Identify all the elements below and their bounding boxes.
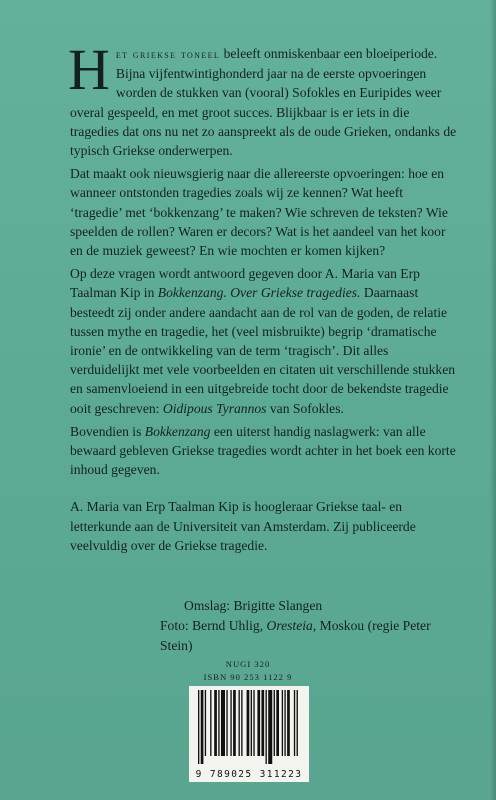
content-text-b: Daarnaast besteedt zij onder andere aandacht aan de rol van de goden, de relatie tussen mythe en tragedie, het (veel misbruikte) begrip ‘dramatische ironie’ en de ontwikkeling van de term ‘tragisch’. Dit alles verduidelijkt met vele voorbeelden en citaten uit verschillende stukken en samenvloeiend in een uitgebreide tocht door de bekendste tragedie ooit geschreven: — [70, 285, 456, 416]
barcode-bar — [261, 690, 264, 756]
photo-credit-a: Foto: Bernd Uhlig, — [160, 618, 267, 633]
credits — [160, 596, 460, 656]
isbn-code: ISBN 90 253 1122 9 — [203, 672, 293, 682]
barcode-bar — [214, 690, 217, 756]
barcode-bar — [266, 690, 267, 764]
content-text-c: van Sofokles. — [266, 400, 344, 416]
barcode-bar — [253, 690, 254, 756]
barcode-bar — [268, 690, 272, 764]
drop-cap: H — [68, 37, 110, 102]
photo-credit-b: , Moskou (regie Peter Stein) — [160, 618, 431, 653]
nugi-code: NUGI 320 — [225, 659, 271, 669]
photo-credit — [160, 616, 460, 656]
reference-text-b: een uiterst handig naslagwerk: van alle bewaard gebleven Griekse tragedies wordt achter in het boek een korte inhoud gegeven. — [70, 423, 456, 478]
barcode-bar — [297, 690, 298, 756]
barcode-bar — [233, 690, 236, 756]
barcode-bar — [221, 690, 225, 756]
barcode-bar — [274, 690, 275, 756]
barcode-bar — [239, 690, 240, 756]
book-title: Bokkenzang. Over Griekse tragedies. — [157, 285, 361, 301]
paragraph-content — [70, 264, 458, 418]
paragraph-intro-text: beleeft onmiskenbaar een bloeiperiode. Bijna vijfentwintighonderd jaar na de eerste opvoeringen worden de stukken van (vooral) Sofokles en Euripides weer overal gespeeld, en met groot succes. Blijkbaar is er iets in die tragedies dat ons nu net zo aanspreekt als de oude Grieken, ondanks de typisch Griekse onderwerpen. — [70, 46, 457, 159]
barcode-bar — [210, 690, 211, 756]
barcode — [189, 686, 309, 782]
barcode-bar — [205, 690, 206, 756]
paragraph-reference — [70, 422, 458, 480]
blurb-text — [68, 37, 458, 559]
reference-text-a: Bovendien is — [70, 423, 145, 439]
barcode-bar — [226, 690, 227, 756]
barcode-bar — [247, 690, 250, 756]
barcode-digits: 9 789025 311223 — [195, 769, 303, 780]
barcode-bar — [257, 690, 260, 756]
cover-credit: Omslag: Brigitte Slangen — [184, 598, 323, 613]
barcode-bar — [201, 690, 204, 764]
barcode-bar — [241, 690, 242, 756]
content-text-a: Op deze vragen wordt antwoord gegeven door A. Maria van Erp Taalman Kip in — [70, 266, 420, 301]
barcode-bar — [230, 690, 231, 756]
barcode-bar — [218, 690, 219, 756]
barcode-bar — [282, 690, 283, 756]
book-title-short: Bokkenzang — [144, 423, 211, 439]
barcode-bar — [284, 690, 285, 756]
paragraph-intro — [68, 37, 458, 160]
barcode-bar — [287, 690, 290, 756]
paragraph-spacer — [70, 483, 458, 497]
barcode-bar — [276, 690, 279, 756]
barcode-bars — [194, 690, 304, 766]
author-bio: A. Maria van Erp Taalman Kip is hoogleraar Griekse taal- en letterkunde aan de Universiteit van Amsterdam. Zij publiceerde veelvuldig over de Griekse tragedie. — [70, 499, 416, 553]
barcode-bar — [294, 690, 295, 756]
paragraph-questions: Dat maakt ook nieuwsgierig naar die allereerste opvoeringen: hoe en wanneer ontstonden tragedies zoals wij ze kennen? Wat heeft ‘tragedie’ met ‘bokkenzang’ te maken? Wie schreven de teksten? Wie speelden de rollen? Waren er decors? Wat is het aandeel van het koor en de muziek geweest? En wie mochten er komen kijken? — [70, 166, 448, 259]
play-title: Oidipous Tyrannos — [162, 400, 267, 416]
barcode-bar — [251, 690, 252, 756]
barcode-bar — [198, 690, 199, 764]
lead-smallcaps: et griekse toneel — [115, 47, 221, 61]
photo-production-title: Oresteia — [266, 618, 313, 633]
